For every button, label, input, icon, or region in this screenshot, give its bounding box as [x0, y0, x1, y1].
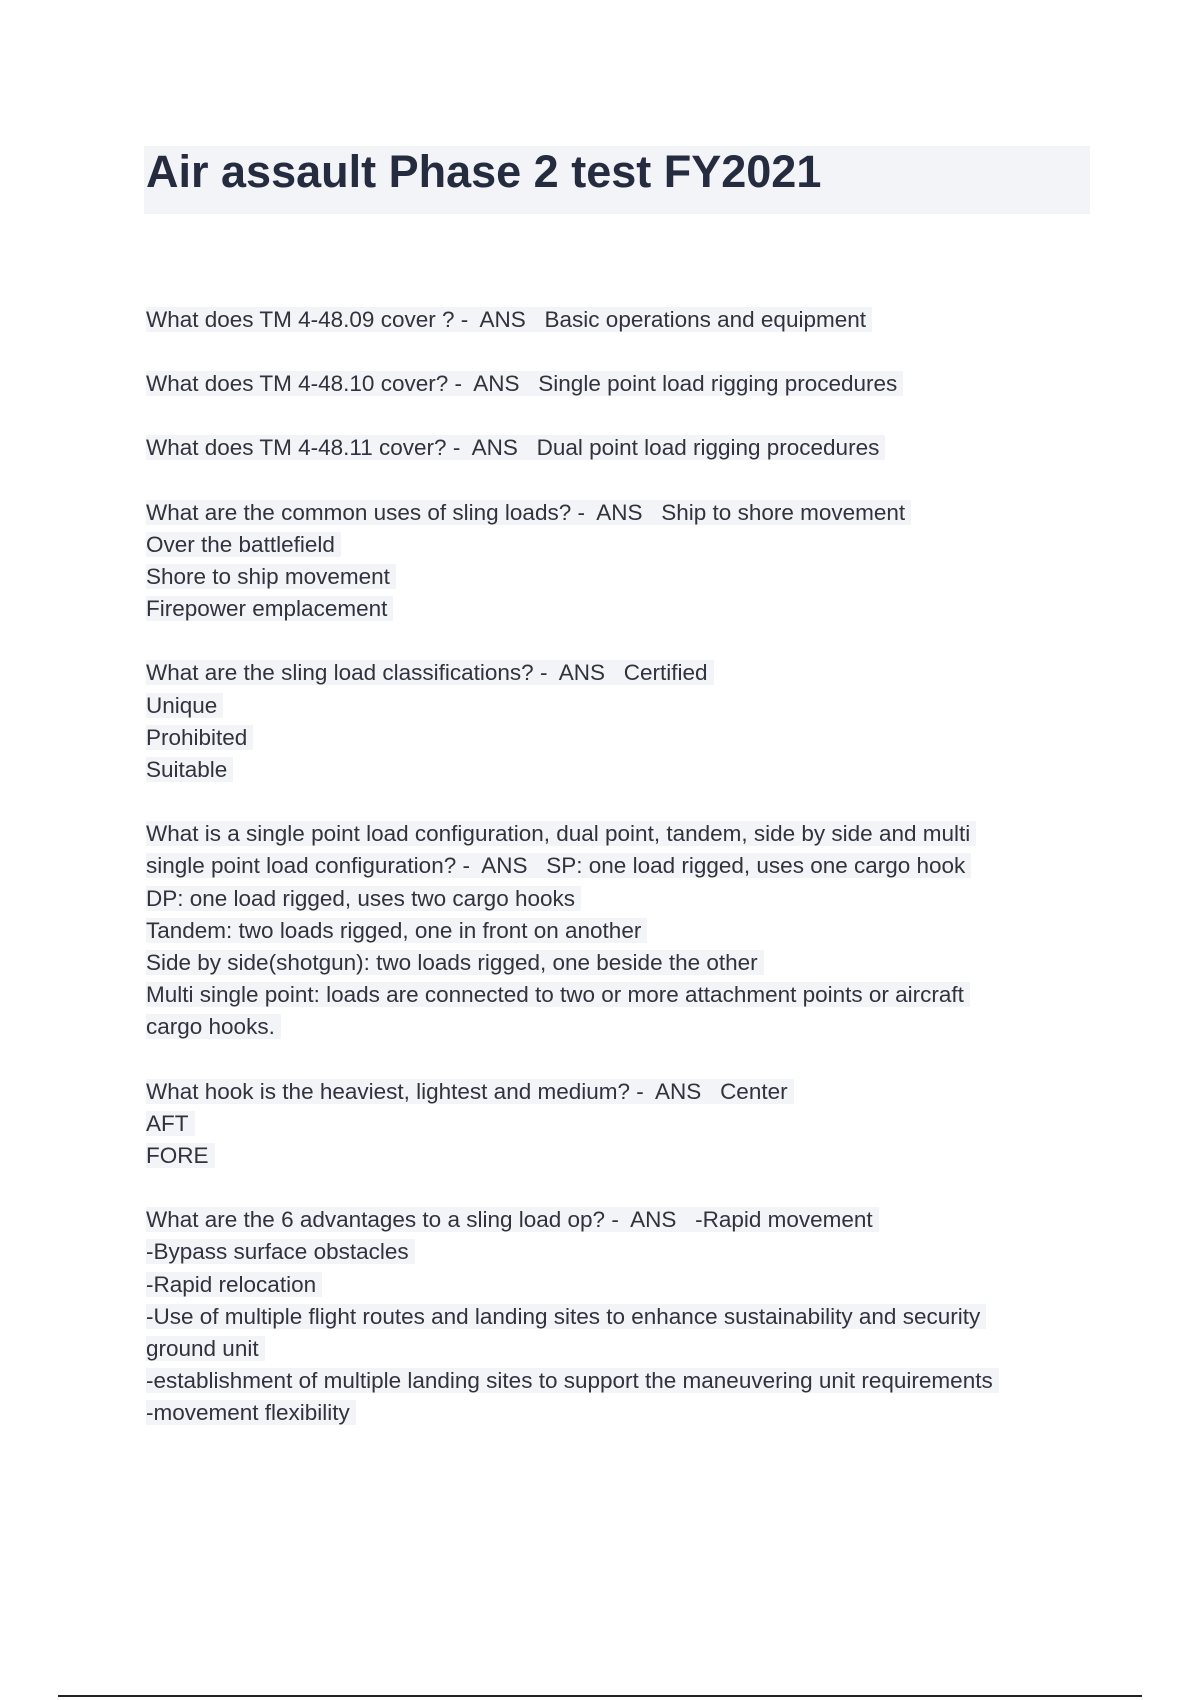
ans-label: ANS — [596, 499, 643, 525]
answer-text: Ship to shore movement — [661, 499, 906, 525]
qa-item — [146, 432, 1066, 464]
answer-line — [146, 1011, 1066, 1043]
answer-text: -Use of multiple flight routes and landing sites to enhance sustainability and security — [146, 1304, 986, 1329]
qa-item — [146, 657, 1066, 786]
qa-line — [146, 1076, 1066, 1108]
answer-text: ground unit — [146, 1336, 265, 1361]
answer-text: DP: one load rigged, uses two cargo hooks — [146, 886, 581, 911]
answer-text: Over the battlefield — [146, 532, 341, 557]
qa-line — [146, 304, 1066, 336]
answer-line — [146, 947, 1066, 979]
question-text: What are the 6 advantages to a sling load op? - — [146, 1207, 619, 1233]
answer-line — [146, 883, 1066, 915]
answer-line — [146, 1397, 1066, 1429]
ans-label: ANS — [479, 307, 526, 332]
answer-text: Unique — [146, 693, 223, 718]
answer-text: -movement flexibility — [146, 1400, 356, 1425]
answer-line — [146, 561, 1066, 593]
answer-line — [146, 1365, 1066, 1397]
answer-text: Suitable — [146, 757, 233, 782]
answer-text: Prohibited — [146, 725, 253, 750]
question-text: What does TM 4-48.09 cover ? - — [146, 307, 469, 332]
qa-item — [146, 1204, 1066, 1429]
qa-line — [146, 850, 1066, 882]
answer-text: SP: one load rigged, uses one cargo hook — [546, 853, 966, 879]
ans-label: ANS — [558, 660, 605, 686]
answer-text: Multi single point: loads are connected to two or more attachment points or aircraft — [146, 982, 970, 1007]
document-title: Air assault Phase 2 test FY2021 — [146, 146, 822, 197]
answer-line — [146, 1301, 1066, 1333]
qa-item — [146, 497, 1066, 626]
ans-label: ANS — [481, 853, 528, 879]
question-text: What does TM 4-48.11 cover? - — [146, 435, 461, 461]
answer-text: Tandem: two loads rigged, one in front on another — [146, 918, 647, 943]
answer-text: cargo hooks. — [146, 1014, 281, 1039]
answer-text: Shore to ship movement — [146, 564, 396, 589]
qa-list — [146, 304, 1066, 1462]
qa-item — [146, 818, 1066, 1043]
question-text: What are the sling load classifications? - — [146, 660, 548, 686]
answer-line — [146, 1108, 1066, 1140]
question-text: What are the common uses of sling loads? - — [146, 499, 585, 525]
answer-line — [146, 1140, 1066, 1172]
qa-item — [146, 304, 1066, 336]
question-text: single point load configuration? - — [146, 853, 470, 879]
footer-rule — [58, 1695, 1142, 1697]
answer-text: Center — [720, 1078, 788, 1104]
answer-text: -Rapid relocation — [146, 1272, 322, 1297]
answer-line — [146, 915, 1066, 947]
answer-line — [146, 593, 1066, 625]
answer-line — [146, 722, 1066, 754]
answer-line — [146, 754, 1066, 786]
answer-line — [146, 690, 1066, 722]
question-text: What is a single point load configuration, dual point, tandem, side by side and multi — [146, 821, 971, 847]
answer-text: AFT — [146, 1111, 195, 1136]
qa-line — [146, 432, 1066, 464]
answer-text: Firepower emplacement — [146, 596, 393, 621]
answer-text: Single point load rigging procedures — [538, 371, 898, 397]
ans-label: ANS — [630, 1207, 677, 1233]
ans-label: ANS — [471, 435, 518, 461]
answer-line — [146, 1269, 1066, 1301]
answer-line — [146, 1236, 1066, 1268]
question-text: What does TM 4-48.10 cover? - — [146, 371, 462, 397]
answer-line — [146, 529, 1066, 561]
ans-label: ANS — [655, 1078, 702, 1104]
answer-text: Dual point load rigging procedures — [536, 435, 880, 461]
answer-text: FORE — [146, 1143, 215, 1168]
answer-text: -establishment of multiple landing sites to support the maneuvering unit requirements — [146, 1368, 999, 1393]
answer-text: -Bypass surface obstacles — [146, 1239, 415, 1264]
answer-text: -Rapid movement — [695, 1207, 873, 1233]
qa-line — [146, 1204, 1066, 1236]
qa-line — [146, 368, 1066, 400]
answer-text: Basic operations and equipment — [544, 307, 866, 332]
qa-item — [146, 368, 1066, 400]
ans-label: ANS — [473, 371, 520, 397]
answer-line — [146, 979, 1066, 1011]
answer-line — [146, 1333, 1066, 1365]
answer-text: Side by side(shotgun): two loads rigged, one beside the other — [146, 950, 764, 975]
qa-line — [146, 657, 1066, 689]
qa-line — [146, 818, 1066, 850]
qa-item — [146, 1076, 1066, 1173]
question-text: What hook is the heaviest, lightest and medium? - — [146, 1078, 644, 1104]
answer-text: Certified — [623, 660, 708, 686]
qa-line — [146, 497, 1066, 529]
